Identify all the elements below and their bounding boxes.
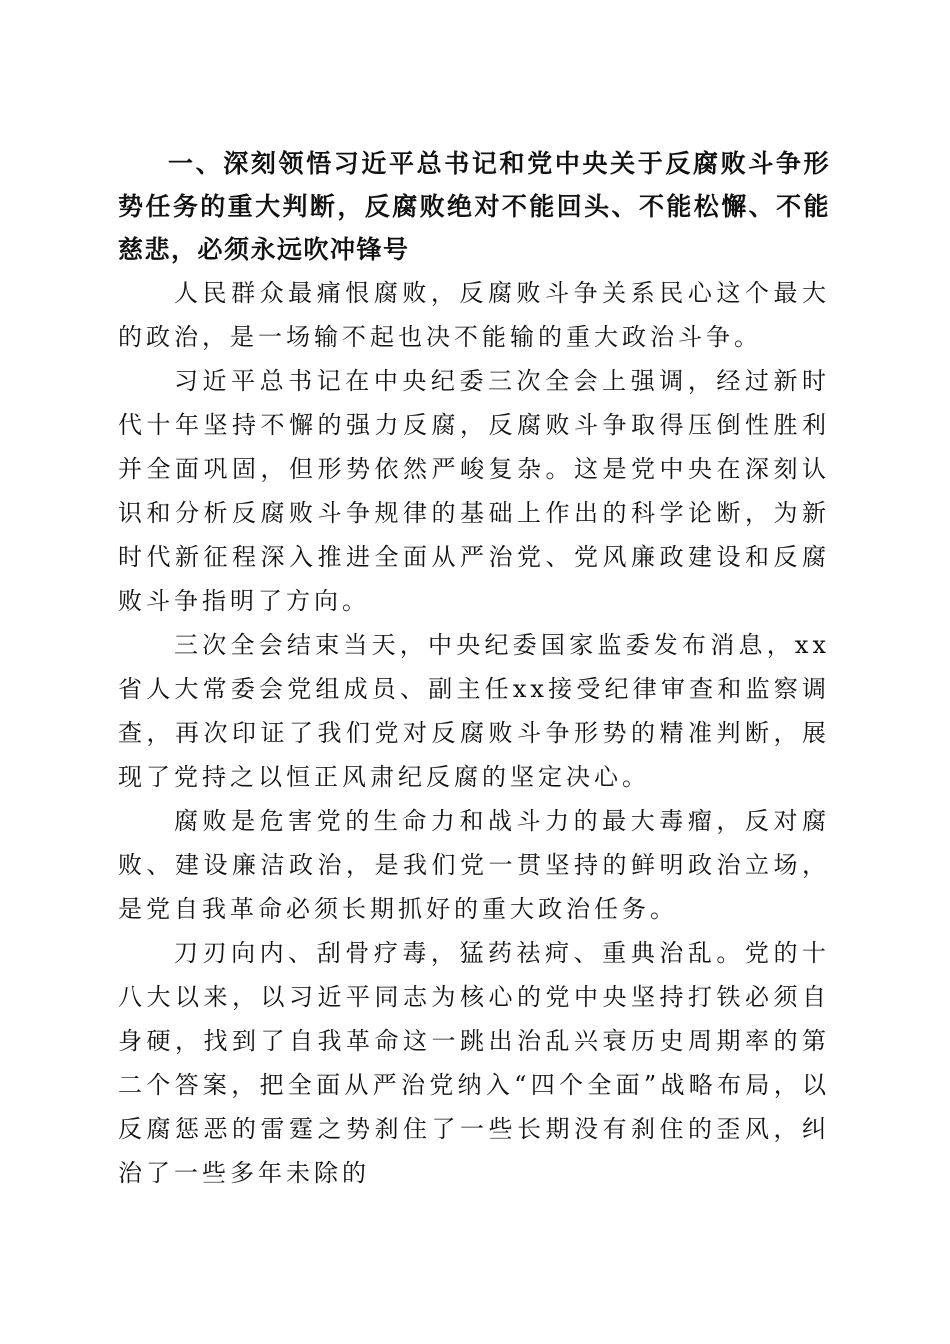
- paragraph-3: 三次全会结束当天，中央纪委国家监委发布消息，xx省人大常委会党组成员、副主任xx接受纪律审查和监察调查，再次印证了我们党对反腐败斗争形势的精准判断，展现了党持之以恒正风肃纪反腐的坚定决心。: [118, 631, 830, 791]
- document-body: [118, 142, 830, 1195]
- paragraph-1: 人民群众最痛恨腐败，反腐败斗争关系民心这个最大的政治，是一场输不起也决不能输的重大政治斗争。: [118, 279, 830, 351]
- paragraph-4: 腐败是危害党的生命力和战斗力的最大毒瘤，反对腐败、建设廉洁政治，是我们党一贯坚持的鲜明政治立场，是党自我革命必须长期抓好的重大政治任务。: [118, 807, 830, 923]
- paragraph-5: 刀刃向内、刮骨疗毒，猛药祛疴、重典治乱。党的十八大以来，以习近平同志为核心的党中央坚持打铁必须自身硬，找到了自我革命这一跳出治乱兴衰历史周期率的第二个答案，把全面从严治党纳入“四个全面”战略布局，以反腐惩恶的雷霆之势刹住了一些长期没有刹住的歪风，纠治了一些多年未除的: [118, 939, 830, 1187]
- section-heading: 一、深刻领悟习近平总书记和党中央关于反腐败斗争形势任务的重大判断，反腐败绝对不能回头、不能松懈、不能慈悲，必须永远吹冲锋号: [118, 149, 830, 264]
- paragraph-2: 习近平总书记在中央纪委三次全会上强调，经过新时代十年坚持不懈的强力反腐，反腐败斗争取得压倒性胜利并全面巩固，但形势依然严峻复杂。这是党中央在深刻认识和分析反腐败斗争规律的基础上作出的科学论断，为新时代新征程深入推进全面从严治党、党风廉政建设和反腐败斗争指明了方向。: [118, 367, 830, 615]
